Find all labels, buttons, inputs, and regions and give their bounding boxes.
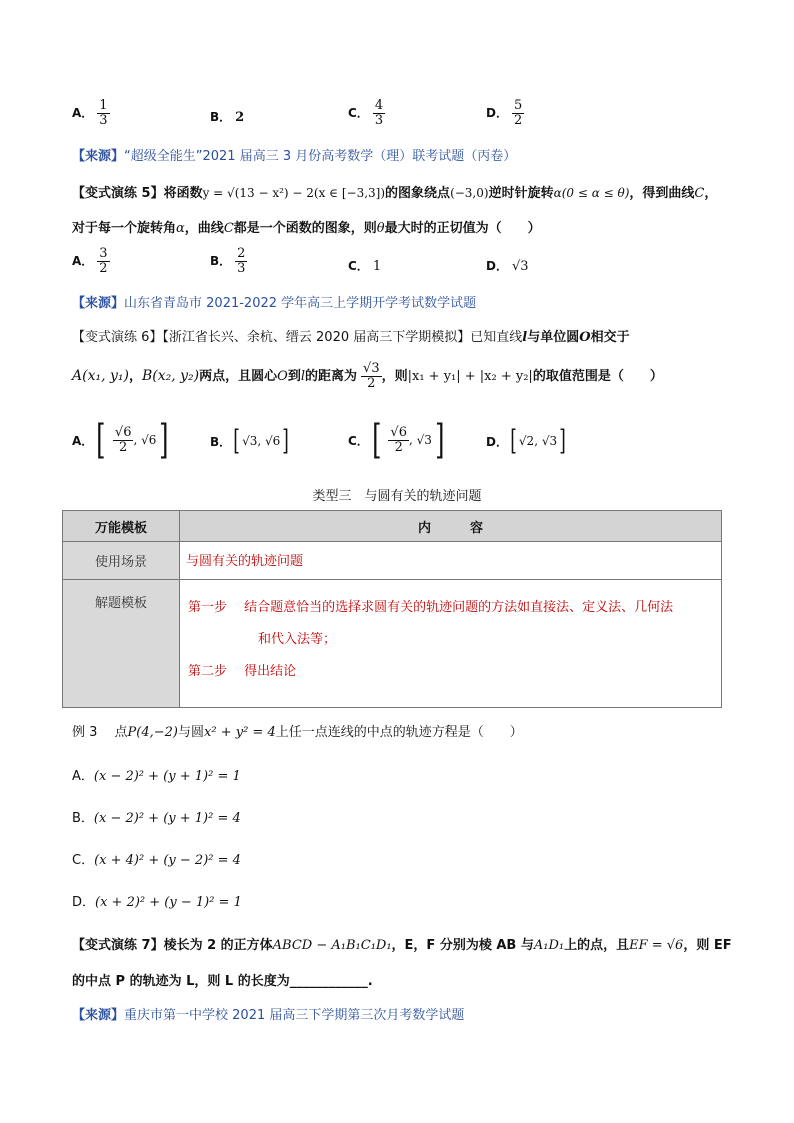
example-3-option-d: D．(x + 2)² + (y − 1)² = 1 [72,895,242,910]
table-row-label: 使用场景 [63,542,180,580]
source-line: 【来源】“超级全能生”2021 届高三 3 月份高考数学（理）联考试题（丙卷） [72,149,517,164]
table-row-content: 与圆有关的轨迹问题 [180,542,722,580]
question-6-line1: 【变式演练 6】【浙江省长兴、余杭、缙云 2020 届高三下学期模拟】已知直线l与单位圆O相交于 [72,330,630,345]
step-2: 第二步 得出结论 [188,664,297,679]
interval: [ $\frac{√6}{2}$ , √3 ] [371,417,445,463]
step-1-cont: 和代入法等； [258,632,337,647]
section-title: 类型三 与圆有关的轨迹问题 [312,489,482,504]
option-b: B． 2 [210,110,245,125]
fraction: $\frac{2}{3}$ [237,246,246,276]
answer-blank: ____________ [289,974,368,989]
example-3-option-c: C．(x + 4)² + (y − 2)² = 4 [72,853,241,868]
option-c: C． [ $\frac{√6}{2}$ , √3 ] [348,420,448,460]
option-d: D． √3 [486,259,529,274]
option-d: D． [ √2, √3 ] [486,427,568,455]
fraction: $\frac{√6}{2}$ [390,424,407,455]
fraction: $\frac{√6}{2}$ [114,424,132,455]
option-b: B． [ √3, √6 ] [210,427,291,455]
question-7-line1: 【变式演练 7】棱长为 2 的正方体ABCD − A₁B₁C₁D₁，E，F 分别为棱 AB 与A₁D₁上的点，且EF = √6，则 EF [72,938,732,953]
table-header-right: 内 容 [180,511,722,542]
table-row-label: 解题模板 [63,580,180,708]
option-a: A． $\frac{3}{2}$ [72,246,108,276]
interval: [ $\frac{√6}{2}$ , √6 ] [96,417,169,463]
question-7-line2: 的中点 P 的轨迹为 L，则 L 的长度为____________. [72,974,373,989]
option-c: C． $\frac{4}{3}$ [348,98,384,128]
example-3-option-b: B．(x − 2)² + (y + 1)² = 4 [72,811,241,826]
source-line: 【来源】重庆市第一中学校 2021 届高三下学期第三次月考数学试题 [72,1008,465,1023]
table-header-left: 万能模板 [63,511,180,542]
option-d: D． $\frac{5}{2}$ [486,98,523,128]
interval: [ √2, √3 ] [510,424,566,457]
option-b: B． $\frac{2}{3}$ [210,246,246,276]
example-3-option-a: A．(x − 2)² + (y + 1)² = 1 [72,769,241,784]
source-line: 【来源】山东省青岛市 2021-2022 学年高三上学期开学考试数学试题 [72,296,477,311]
fraction: $\frac{3}{2}$ [99,246,108,276]
table-row-content [180,580,722,708]
question-5-line1: 【变式演练 5】将函数y = √(13 − x²) − 2(x ∈ [−3,3])的图象绕点(−3,0)逆时针旋转α(0 ≤ α ≤ θ)，得到曲线C， [72,186,718,201]
option-c: C． 1 [348,259,382,274]
example-3-stem: 例 3 点P(4,−2)与圆x² + y² = 4上任一点连线的中点的轨迹方程是（ ） [72,725,523,740]
question-5-line2: 对于每一个旋转角α，曲线C都是一个函数的图象，则θ最大时的正切值为（ ） [72,221,541,236]
interval: [ √3, √6 ] [233,424,290,457]
fraction: $\frac{4}{3}$ [374,98,384,128]
step-1: 第一步 结合题意恰当的选择求圆有关的轨迹问题的方法如直接法、定义法、几何法 [188,600,674,615]
question-6-line2: A(x₁, y₁)，B(x₂, y₂)两点，且圆心O到l的距离为 $\frac{√3}{2}$ ，则|x₁ + y₁| + |x₂ + y₂|的取值范围是（ ） [72,361,663,391]
fraction: $\frac{1}{3}$ [99,98,108,128]
option-a: A． $\frac{1}{3}$ [72,98,108,128]
fraction: $\frac{√3}{2}$ [363,361,380,391]
fraction: $\frac{5}{2}$ [513,98,523,128]
template-table [62,510,722,708]
option-a: A． [ $\frac{√6}{2}$ , √6 ] [72,420,172,460]
